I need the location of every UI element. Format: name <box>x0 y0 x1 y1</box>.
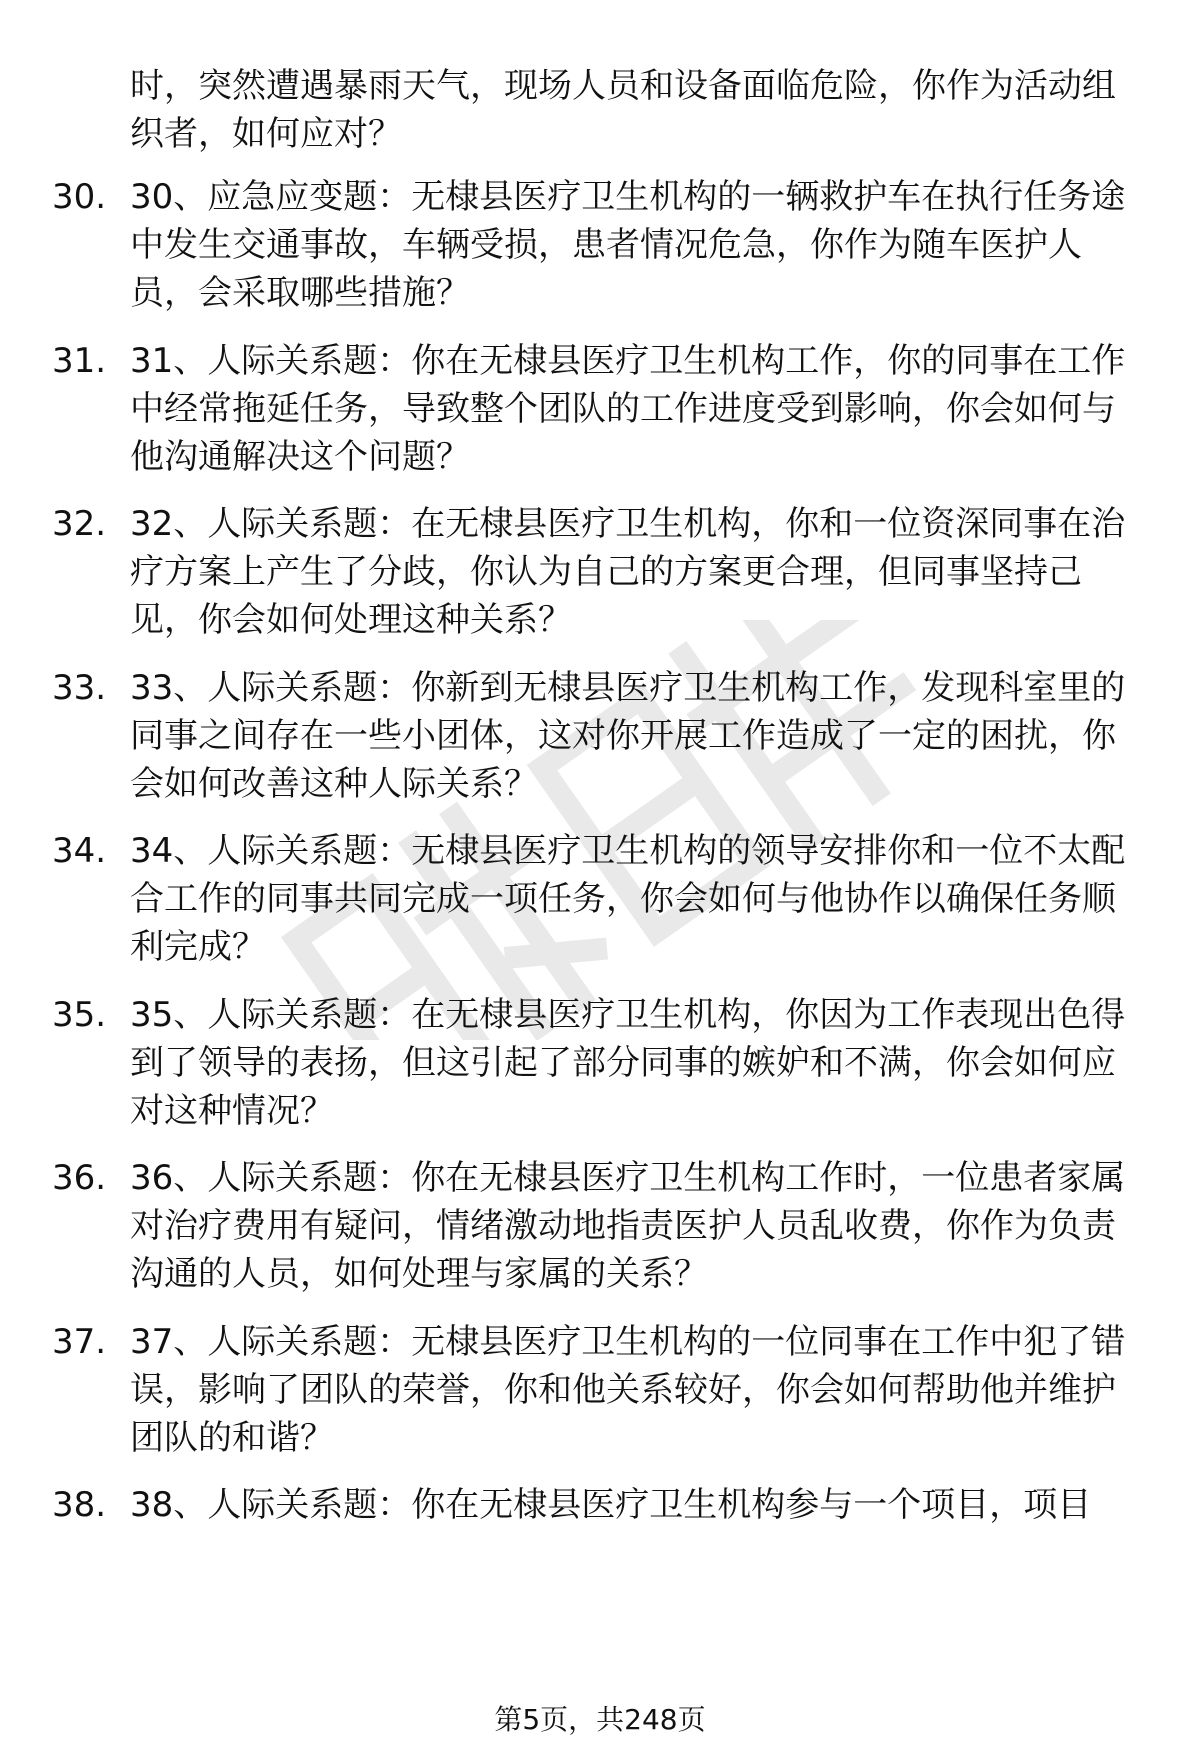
question-text: 38、人际关系题：你在无棣县医疗卫生机构参与一个项目，项目 <box>130 1485 1092 1525</box>
question-text: 30、应急应变题：无棣县医疗卫生机构的一辆救护车在执行任务途中发生交通事故，车辆受损，患者情况危急，你作为随车医护人员，会采取哪些措施？ <box>130 177 1126 313</box>
question-number: 34. <box>52 831 107 871</box>
page-footer: 第5页，共248页 <box>494 1703 706 1736</box>
question-text: 33、人际关系题：你新到无棣县医疗卫生机构工作，发现科室里的同事之间存在一些小团体，这对你开展工作造成了一定的困扰，你会如何改善这种人际关系？ <box>130 668 1126 804</box>
question-text: 31、人际关系题：你在无棣县医疗卫生机构工作，你的同事在工作中经常拖延任务，导致整个团队的工作进度受到影响，你会如何与他沟通解决这个问题？ <box>130 341 1126 477</box>
question-text: 34、人际关系题：无棣县医疗卫生机构的领导安排你和一位不太配合工作的同事共同完成一项任务，你会如何与他协作以确保任务顺利完成？ <box>130 831 1126 967</box>
question-text: 37、人际关系题：无棣县医疗卫生机构的一位同事在工作中犯了错误，影响了团队的荣誉，你和他关系较好，你会如何帮助他并维护团队的和谐？ <box>130 1322 1126 1458</box>
question-number: 32. <box>52 504 107 544</box>
question-number: 36. <box>52 1158 107 1198</box>
continuation-paragraph: 时，突然遭遇暴雨天气，现场人员和设备面临危险，你作为活动组织者，如何应对？ <box>130 66 1116 154</box>
question-text: 35、人际关系题：在无棣县医疗卫生机构，你因为工作表现出色得到了领导的表扬，但这引起了部分同事的嫉妒和不满，你会如何应对这种情况？ <box>130 995 1126 1131</box>
question-number: 30. <box>52 177 107 217</box>
question-number: 37. <box>52 1322 107 1362</box>
question-number: 31. <box>52 341 107 381</box>
question-number: 35. <box>52 995 107 1035</box>
question-text: 32、人际关系题：在无棣县医疗卫生机构，你和一位资深同事在治疗方案上产生了分歧，你认为自己的方案更合理，但同事坚持己见，你会如何处理这种关系？ <box>130 504 1126 640</box>
question-text: 36、人际关系题：你在无棣县医疗卫生机构工作时，一位患者家属对治疗费用有疑问，情绪激动地指责医护人员乱收费，你作为负责沟通的人员，如何处理与家属的关系？ <box>130 1158 1126 1294</box>
question-number: 38. <box>52 1485 107 1525</box>
question-number: 33. <box>52 668 107 708</box>
